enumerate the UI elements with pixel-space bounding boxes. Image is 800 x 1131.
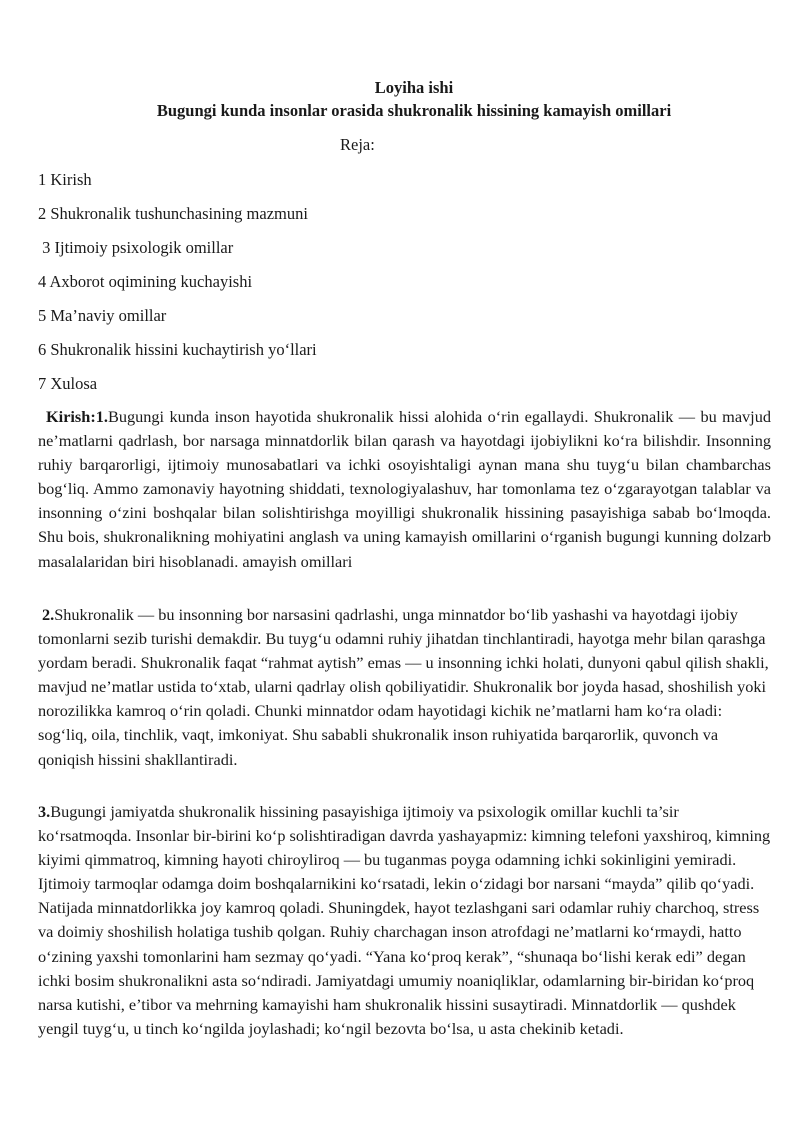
plan-item: 2 Shukronalik tushunchasining mazmuni [38,204,308,223]
section-text: Bugungi kunda inson hayotida shukronalik hissi alohida o‘rin egallaydi. Shukronalik — bu mavjud ne’matlarni qadrlash, bor narsaga minnatdorlik bilan qarash va hayotdagi ijobiylikni ko‘ra bilishdir. Insonning ruhiy barqarorligi, ijtimoiy munosabatlari va ichki osoyishtaligi aynan mana shu tuyg‘u bilan chambarchas bog‘liq. Ammo zamonaviy hayotning shiddati, texnologiyalashuv, har tomonlama tez o‘zgarayotgan talablar va insonning o‘zini boshqalar bilan solishtirishga moyilligi shukronalik hissining pasayishiga sabab bo‘lmoqda. Shu bois, shukronalikning mohiyatini anglash va uning kamayish omillarini o‘rganish bugungi kunning dolzarb masalalaridan biri hisoblanadi. amayish omillari [38,407,771,571]
section-label: 3. [38,802,51,821]
section-2 [38,603,771,772]
plan-item: 3 Ijtimoiy psixologik omillar [38,238,234,257]
section-intro [38,405,771,574]
plan-item: 5 Ma’naviy omillar [38,306,167,325]
document-title: Loyiha ishi [374,78,454,97]
section-3 [38,800,771,1041]
section-text: Shukronalik — bu insonning bor narsasini qadrlashi, unga minnatdor bo‘lib yashashi va hayotdagi ijobiy tomonlarni sezib turishi demakdir. Bu tuyg‘u odamni ruhiy jihatdan tinchlantiradi, hayotga mehr bilan qarashga yordam beradi. Shukronalik faqat “rahmat aytish” emas — u insonning ichki holati, dunyoni qabul qilish shakli, mavjud ne’matlar ustida to‘xtab, ularni qadrlay olish qobiliyatidir. Shukronalik bor joyda hasad, shoshilish yoki norozilikka kamroq o‘rin qoladi. Chunki minnatdor odam hayotidagi kichik ne’matlarni ham ko‘ra oladi: sog‘liq, oila, tinchlik, vaqt, imkoniyat. Shu sababli shukronalik inson ruhiyatida barqarorlik, quvonch va qoniqish hissini shakllantiradi. [38,605,769,769]
plan-item: 7 Xulosa [38,374,98,393]
plan-item: 6 Shukronalik hissini kuchaytirish yo‘llari [38,340,317,359]
plan-item: 1 Kirish [38,170,92,189]
document-subtitle: Bugungi kunda insonlar orasida shukronalik hissining kamayish omillari [156,101,672,120]
section-label: Kirish:1. [46,407,108,426]
section-label: 2. [42,605,55,624]
plan-heading: Reja: [340,135,375,154]
plan-item: 4 Axborot oqimining kuchayishi [38,272,253,291]
section-text: Bugungi jamiyatda shukronalik hissining pasayishiga ijtimoiy va psixologik omillar kuchli ta’sir ko‘rsatmoqda. Insonlar bir-birini ko‘p solishtiradigan davrda yashayapmiz: kimning telefoni yaxshiroq, kimning kiyimi qimmatroq, kimning hayoti chiroyliroq — bu tuganmas poyga odamning ichki sokinligini yemiradi. Ijtimoiy tarmoqlar odamga doim boshqalarnikini ko‘rsatadi, lekin o‘zidagi bor narsani “mayda” qilib qo‘yadi. Natijada minnatdorlikka joy kamroq qoladi. Shuningdek, hayot tezlashgani sari odamlar ruhiy charchoq, stress va doimiy shoshilish holatiga tushib qolgan. Ruhiy charchagan inson atrofdagi ne’matlarni ko‘rmaydi, hatto o‘zining yaxshi tomonlarini ham sezmay qo‘yadi. “Yana ko‘proq kerak”, “shunaqa bo‘lishi kerak edi” degan ichki bosim shukronalikni asta so‘ndiradi. Jamiyatdagi umumiy noaniqliklar, odamlarning bir-biridan ko‘proq narsa kutishi, e’tibor va mehrning kamayishi ham shukronalik hissini susaytiradi. Minnatdorlik — qushdek yengil tuyg‘u, u tinch ko‘ngilda joylashadi; ko‘ngil bezovta bo‘lsa, u asta chekinib ketadi. [38,802,771,1038]
